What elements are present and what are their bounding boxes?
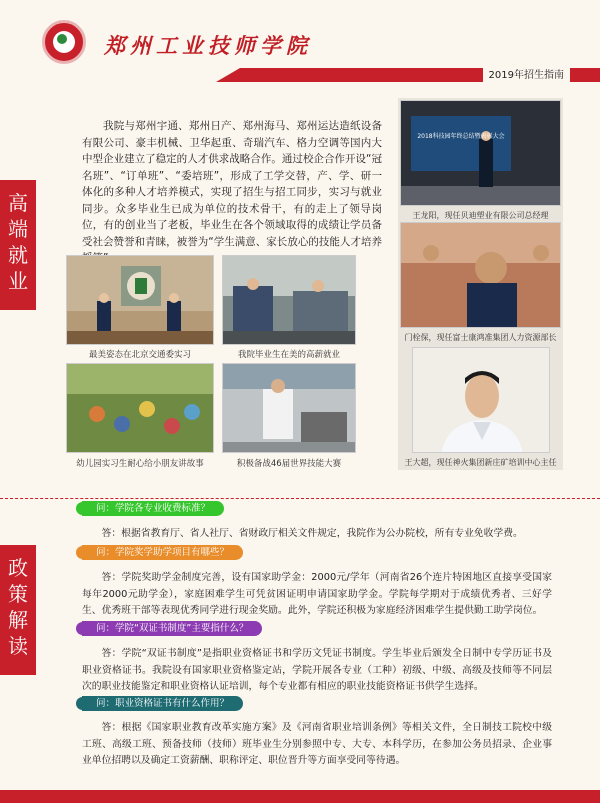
section-tab-label: 高端就业	[8, 191, 28, 293]
alumni-caption: 门栓保，现任富士康鸿准集团人力资源部长	[404, 333, 557, 342]
answer-text: 答：学院“双证书制度”是指职业资格证书和学历文凭证书制度。学生毕业后颁发全日制中专学历证书及职业资格证书。我院设有国家职业资格鉴定站，学院开展各专业（工种）初级、中级、高级及技师等不同层次的职业技能鉴定和职业资格认证培训，每个专业都有相应的职业技能资格证书供学生选择。	[82, 648, 552, 692]
section-tab-employment	[0, 180, 36, 310]
question-bar	[76, 696, 516, 711]
question-label: 问：职业资格证书有什么作用？	[82, 696, 243, 711]
alumni-photo-men-shuanbao	[400, 222, 561, 328]
question-label: 问：学院奖学助学项目有哪些？	[82, 545, 243, 560]
question-bar	[76, 621, 516, 636]
question-marker	[76, 622, 89, 635]
answer-text: 答：根据《国家职业教育改革实施方案》及《河南省职业培训条例》等相关文件，全日制技工院校中级工班、高级工班、预备技师（技师）班毕业生分别参照中专、大专、本科学历，在参加公务员招录、企业事业单位招聘以及确定工资薪酬、职称评定、职位晋升等方面享受同等待遇。	[82, 722, 552, 766]
alumni-photo-wang-longyang	[400, 100, 561, 206]
photo-kindergarten	[66, 363, 214, 453]
section-tab-policy	[0, 545, 36, 675]
alumni-photo-wang-dachao	[412, 347, 550, 453]
answer-text: 答：学院奖助学金制度完善，设有国家助学金：2000元/学年（河南省26个连片特困地区直接享受国家每年2000元助学金），家庭困难学生可凭贫困证明申请国家助学金。学院每学期对于成绩优秀者、三好学生、优秀班干部等表现优秀同学进行现金奖励。此外，学院还积极为家庭经济困难学生提供勤工助学岗位。	[82, 572, 552, 616]
alumni-caption: 王大超，现任神火集团新庄矿培训中心主任	[404, 458, 557, 467]
section-divider	[0, 498, 600, 500]
photo-caption: 最美姿态在北京交通委实习	[88, 350, 191, 360]
question-marker	[76, 697, 89, 710]
footer-red-band	[0, 790, 600, 803]
photo-midea-job	[222, 255, 356, 345]
alumni-caption: 王龙阳，现任贝迪塑业有限公司总经理	[412, 211, 549, 220]
guide-title: 2019年招生指南	[483, 64, 570, 83]
question-marker	[76, 546, 89, 559]
employment-intro: 我院与郑州宇通、郑州日产、郑州海马、郑州运达造纸设备有限公司、豪丰机械、卫华起重、奇瑞汽车、格力空调等国内大中型企业建立了稳定的人才供求战略合作。通过校企合作开设“冠名班”、“订单班”、“委培班”，形成了工学交替，产、学、研一体化的多种人才培养模式，实现了招生与招工同步，实习与就业同步。众多毕业生已成为单位的技术骨干，有的走上了领导岗位，有的创业当了老板，毕业生在各个领域取得的成绩让学员备受社会赞誉和青睐，被誉为“学生满意、家长放心的技能人才培养	[82, 120, 382, 248]
school-name: 郑州工业技师学院	[104, 33, 312, 58]
answer-text: 答：根据省教育厅、省人社厅、省财政厅相关文件规定，我院作为公办院校，所有专业免收学费。	[101, 528, 523, 539]
question-marker	[76, 502, 89, 515]
stage-screen-text: 2018科技园年终总结暨表彰大会	[417, 133, 505, 140]
photo-caption: 幼儿园实习生耐心给小朋友讲故事	[76, 459, 204, 469]
question-label: 问：学院各专业收费标准？	[82, 501, 224, 516]
question-label: 问：学院“双证书制度”主要指什么？	[82, 621, 262, 636]
section-tab-label: 政策解读	[8, 556, 28, 658]
question-bar	[76, 545, 516, 560]
photo-caption: 我院毕业生在美的高薪就业	[237, 350, 340, 360]
photo-beijing-intern	[66, 255, 214, 345]
photo-caption: 积极备战46届世界技能大赛	[236, 459, 342, 469]
photo-world-skills	[222, 363, 356, 453]
page-header	[0, 0, 600, 84]
school-logo	[42, 20, 86, 64]
question-bar	[76, 501, 516, 516]
